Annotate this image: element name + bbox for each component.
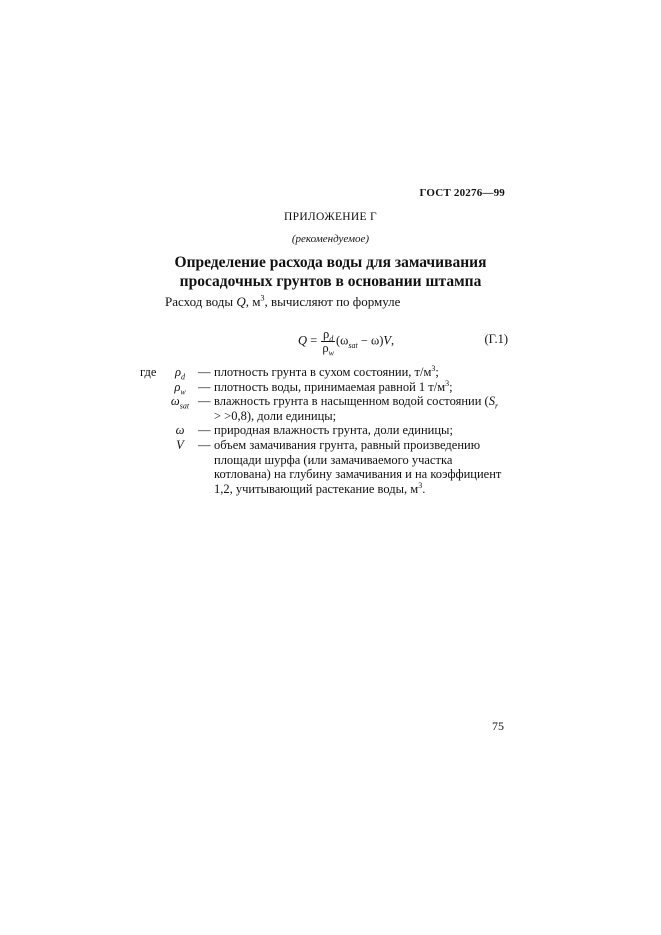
formula-equals: = [307, 333, 321, 348]
definition-text: влажность грунта в насыщенном водой состоянии $(S_r > >0,8)$, доли единицы; [214, 394, 499, 423]
appendix-title-line-2: просадочных грунтов в основании штампа [179, 273, 482, 290]
definition-item: где $\rho_d$ — плотность грунта в сухом состоянии, $т/м^3$; [140, 365, 508, 380]
definition-text: плотность грунта в сухом состоянии, $т/м^3$; [214, 363, 439, 379]
formula-sat-sub: sat [348, 340, 358, 350]
definition-item: $\rho_w$ — плотность воды, принимаемая равной 1 $т/м^3$; [140, 380, 508, 395]
formula-rhs: V [383, 333, 392, 348]
definition-symbol: $\omega_{sat}$ [170, 394, 190, 411]
intro-paragraph [165, 294, 400, 310]
formula-lhs: Q [298, 333, 308, 348]
definitions-list [140, 365, 508, 496]
appendix-label: ПРИЛОЖЕНИЕ Г [284, 211, 377, 223]
formula-fraction [321, 327, 335, 358]
definition-text: объем замачивания грунта, равный произведению площади шурфа (или замачиваемого участка котлована) на глубину замачивания и на коэффициент 1,2, учитывающий растекание воды, $м^3$. [214, 437, 502, 496]
formula [298, 327, 395, 358]
definition-symbol: $\rho_w$ [174, 379, 186, 397]
appendix-status: (рекомендуемое) [291, 233, 370, 245]
formula-numerator: $\rho_d$ [323, 327, 334, 344]
intro-text-after: , вычисляют по формуле [264, 294, 401, 309]
definition-item: ω — природная влажность грунта, доли единицы; [140, 423, 508, 438]
definition-symbol: V [176, 437, 184, 452]
definition-text: природная влажность грунта, доли единицы; [214, 423, 453, 438]
definition-symbol: ω [175, 423, 185, 438]
intro-symbol: Q [236, 294, 246, 309]
document-code: ГОСТ 20276—99 [419, 187, 505, 199]
formula-paren-close: − ω) [357, 333, 384, 348]
intro-superscript: 3 [260, 293, 265, 303]
definition-text: плотность воды, принимаемая равной 1 $т/м^3$; [214, 378, 453, 394]
formula-paren-open: (ω [335, 333, 349, 348]
page-number: 75 [492, 719, 504, 733]
formula-denominator: $\rho_w$ [322, 341, 334, 358]
appendix-title [0, 253, 661, 291]
definitions-lead: где [140, 365, 157, 379]
formula-number: (Г.1) [484, 332, 508, 346]
intro-text-mid: , м [245, 294, 261, 309]
definition-item: $\omega_{sat}$ — влажность грунта в насыщенном водой состоянии $(S_r > >0,8)$, доли единицы; [140, 394, 508, 423]
definition-symbol: $\rho_d$ [175, 365, 185, 382]
appendix-title-line-1: Определение расхода воды для замачивания [174, 254, 487, 271]
intro-text-before: Расход воды [165, 294, 237, 309]
formula-end: , [391, 333, 395, 348]
definition-item: V — объем замачивания грунта, равный произведению площади шурфа (или замачиваемого участка котлована) на глубину замачивания и на коэффициент 1,2, учитывающий растекание воды, $м^3$. [140, 438, 508, 496]
